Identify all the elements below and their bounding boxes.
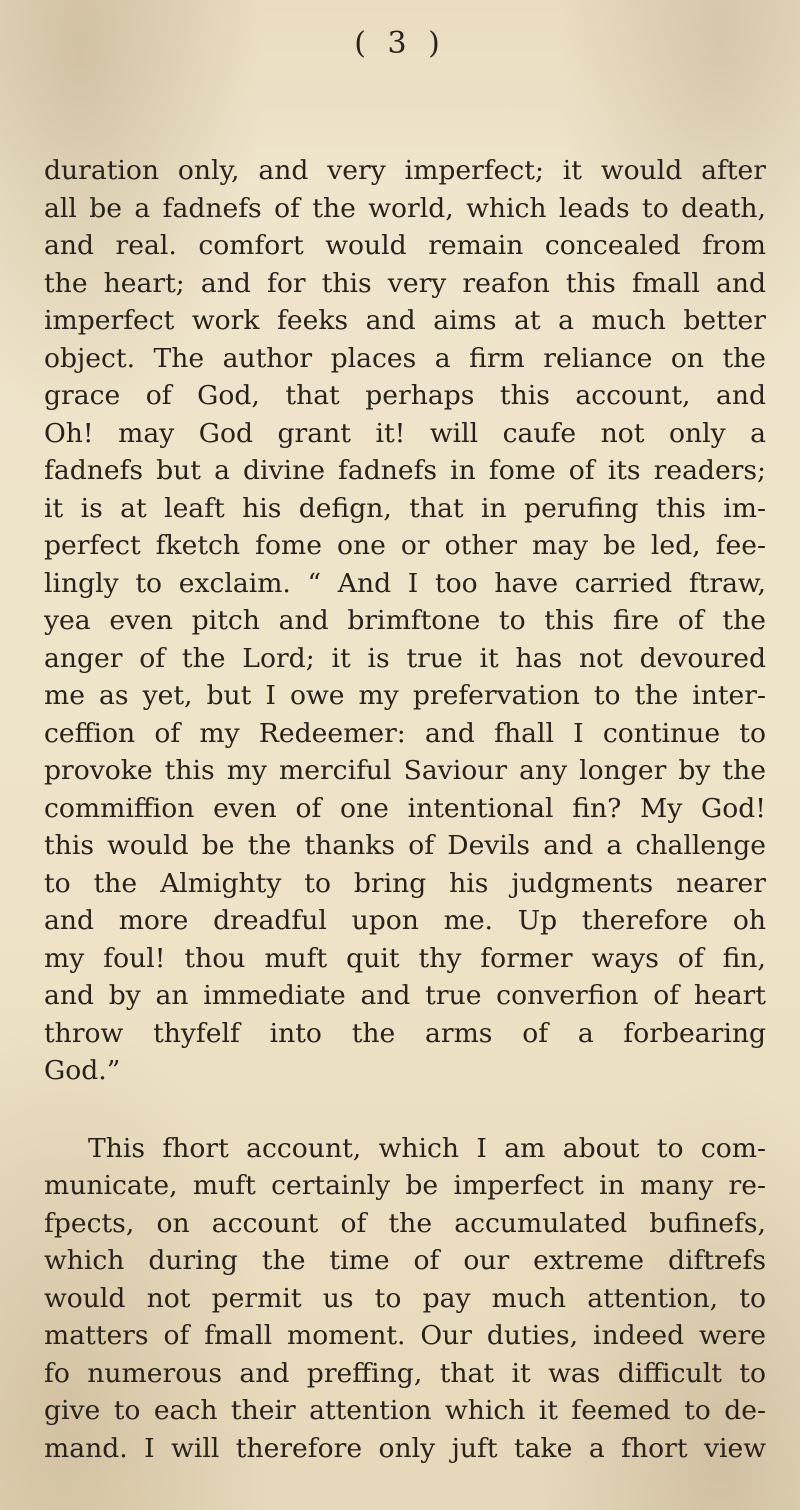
text-line: fo numerous and preffing, that it was difficult to [44, 1357, 766, 1389]
text-line: give to each their attention which it feemed to de- [44, 1395, 766, 1426]
text-line: and by an immediate and true converfion of heart [44, 980, 766, 1011]
text-line: municate, muft certainly be imperfect in many re- [44, 1170, 766, 1201]
text-line: mand. I will therefore only juft take a fhort view [44, 1432, 766, 1464]
text-line: This fhort account, which I am about to com- [88, 1132, 766, 1164]
paragraph-break [44, 1090, 766, 1130]
text-line: lingly to exclaim. “ And I too have carried ftraw, [44, 567, 766, 599]
text-line: which during the time of our extreme diftrefs [44, 1245, 766, 1276]
text-line: throw thyfelf into the arms of a forbearing [44, 1017, 766, 1049]
text-line: would not permit us to pay much attention, to [44, 1282, 766, 1314]
text-line: Oh! may God grant it! will caufe not only a [44, 417, 766, 449]
text-line: God.” [44, 1055, 121, 1086]
text-line: all be a fadnefs of the world, which leads to death, [44, 192, 766, 224]
text-line: anger of the Lord; it is true it has not devoured [44, 642, 766, 674]
page-number: ( 3 ) [354, 26, 446, 61]
text-line: matters of fmall moment. Our duties, indeed were [44, 1320, 766, 1351]
text-line: commiffion even of one intentional fin? My God! [44, 792, 766, 824]
paragraph-2 [44, 1130, 766, 1468]
body-text [44, 152, 766, 1467]
text-line: me as yet, but I owe my prefervation to the inter- [44, 680, 766, 711]
text-line: object. The author places a firm reliance on the [44, 342, 766, 374]
text-line: and more dreadful upon me. Up therefore oh [44, 905, 766, 936]
text-line: perfect fketch fome one or other may be led, fee- [44, 530, 766, 561]
text-line: fpects, on account of the accumulated bufinefs, [44, 1207, 766, 1239]
text-line: to the Almighty to bring his judgments nearer [44, 867, 766, 899]
text-line: fadnefs but a divine fadnefs in fome of its readers; [44, 455, 766, 486]
text-line: ceffion of my Redeemer: and fhall I continue to [44, 717, 766, 749]
text-line: it is at leaft his defign, that in perufing this im- [44, 492, 766, 524]
text-line: and real. comfort would remain concealed from [44, 230, 766, 261]
text-line: grace of God, that perhaps this account, and [44, 380, 766, 411]
text-line: my foul! thou muft quit thy former ways of fin, [44, 942, 766, 974]
text-line: this would be the thanks of Devils and a challenge [44, 830, 766, 861]
paragraph-1 [44, 152, 766, 1090]
text-line: the heart; and for this very reafon this fmall and [44, 267, 766, 299]
text-line: provoke this my merciful Saviour any longer by the [44, 755, 766, 786]
text-line: yea even pitch and brimftone to this fire of the [44, 605, 766, 636]
text-line: imperfect work feeks and aims at a much better [44, 305, 766, 336]
text-line: duration only, and very imperfect; it would after [44, 155, 766, 186]
